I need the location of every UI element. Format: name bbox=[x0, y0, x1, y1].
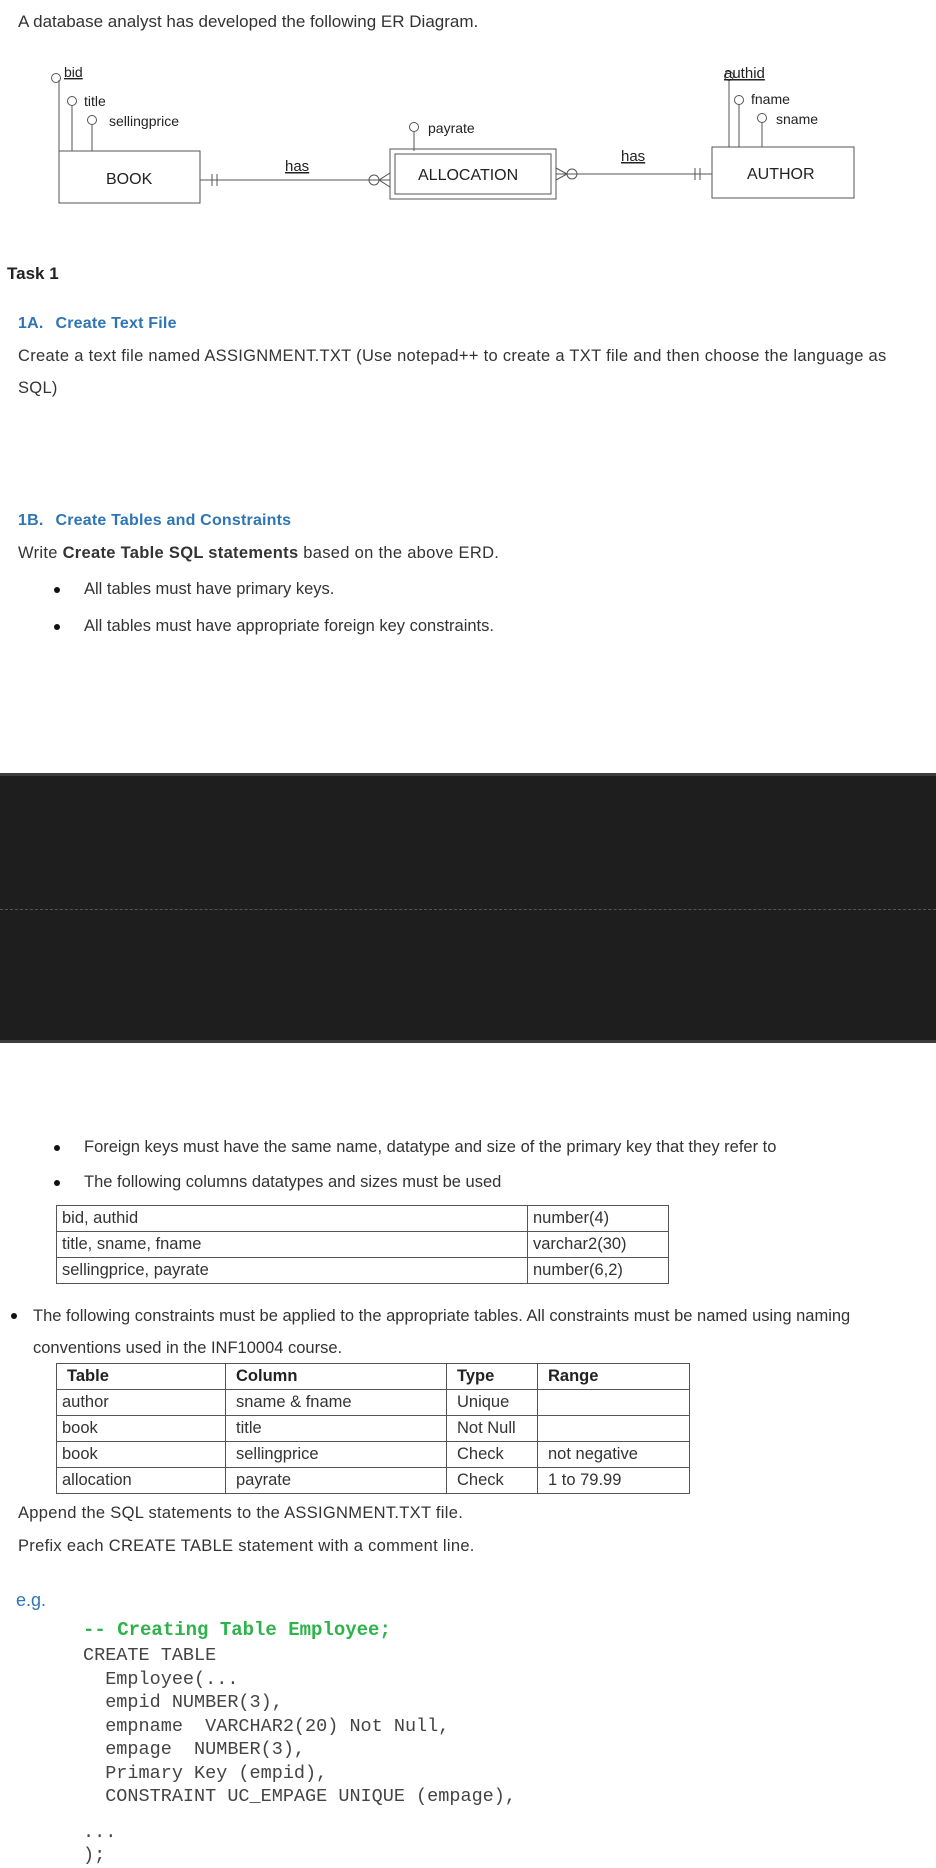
section-1b-title: Create Tables and Constraints bbox=[55, 512, 292, 529]
code-line: empname VARCHAR2(20) Not Null, bbox=[83, 1715, 450, 1737]
dark-overlay-block bbox=[0, 773, 936, 1043]
book-entity-label: BOOK bbox=[106, 171, 153, 188]
code-line: empid NUMBER(3), bbox=[83, 1692, 283, 1713]
code-line: Primary Key (empid), bbox=[83, 1762, 328, 1784]
append-text: Append the SQL statements to the ASSIGNMENT.TXT file. bbox=[18, 1504, 464, 1522]
bullet-dot-icon bbox=[54, 587, 60, 593]
code-line: CONSTRAINT UC_EMPAGE UNIQUE (empage), bbox=[83, 1786, 516, 1807]
constraints-intro: The following constraints must be applied to the appropriate tables. All constraints must be named using naming conventions used in the INF10004 course. bbox=[33, 1300, 913, 1364]
section-1a-title: Create Text File bbox=[55, 315, 177, 332]
prefix-text: Prefix each CREATE TABLE statement with a comment line. bbox=[18, 1537, 475, 1555]
bullet-item: The following columns datatypes and sizes must be used bbox=[84, 1173, 501, 1192]
table-row: author sname & fname Unique bbox=[57, 1390, 690, 1416]
sellingprice-attr-circle bbox=[88, 116, 97, 125]
table-row: book title Not Null bbox=[57, 1416, 690, 1442]
bid-attr-label: bid bbox=[64, 64, 83, 80]
table-row: title, sname, fname varchar2(30) bbox=[57, 1232, 669, 1258]
bullet-item: Foreign keys must have the same name, datatype and size of the primary key that they refer to bbox=[84, 1138, 776, 1157]
section-1a-text: Create a text file named ASSIGNMENT.TXT (Use notepad++ to create a TXT file and then choose the language as SQL) bbox=[18, 347, 887, 397]
code-line: empage NUMBER(3), bbox=[83, 1739, 306, 1760]
fname-attr-label: fname bbox=[751, 91, 790, 107]
dashed-divider bbox=[0, 909, 936, 910]
title-attr-circle bbox=[68, 97, 77, 106]
table-row: allocation payrate Check 1 to 79.99 bbox=[57, 1468, 690, 1494]
section-1a-heading bbox=[18, 315, 177, 333]
table-header-row: Table Column Type Range bbox=[57, 1364, 690, 1390]
payrate-attr-circle bbox=[410, 123, 419, 132]
er-diagram bbox=[0, 60, 936, 250]
section-1a-number: 1A. bbox=[18, 315, 44, 332]
code-line: CREATE TABLE bbox=[83, 1645, 217, 1666]
eg-label: e.g. bbox=[16, 1590, 47, 1610]
bullet-item: All tables must have primary keys. bbox=[84, 580, 334, 599]
table-row: book sellingprice Check not negative bbox=[57, 1442, 690, 1468]
bullet-dot-icon bbox=[54, 1145, 60, 1151]
section-1b-bold-text: Create Table SQL statements bbox=[62, 544, 299, 562]
authid-attr-label: authid bbox=[724, 65, 765, 82]
bullet-dot-icon bbox=[54, 1180, 60, 1186]
relationship-has-left: has bbox=[285, 158, 310, 175]
table-row: bid, authid number(4) bbox=[57, 1206, 669, 1232]
table-row: sellingprice, payrate number(6,2) bbox=[57, 1258, 669, 1284]
bullet-item: All tables must have appropriate foreign key constraints. bbox=[84, 617, 494, 636]
relationship-has-right: has bbox=[621, 148, 646, 165]
code-line: ... bbox=[83, 1821, 117, 1843]
datatype-table bbox=[56, 1205, 669, 1284]
task-title: Task 1 bbox=[7, 264, 59, 283]
code-line: Employee(... bbox=[83, 1668, 239, 1690]
intro-text: A database analyst has developed the following ER Diagram. bbox=[18, 12, 479, 31]
sellingprice-attr-label: sellingprice bbox=[109, 113, 180, 129]
section-1b-text: Write Create Table SQL statements based on the above ERD. bbox=[18, 544, 500, 562]
section-1b-number: 1B. bbox=[18, 512, 44, 529]
sname-attr-label: sname bbox=[776, 111, 819, 127]
constraints-table bbox=[56, 1363, 690, 1494]
code-comment: -- Creating Table Employee; bbox=[83, 1619, 391, 1641]
sname-attr-circle bbox=[758, 114, 767, 123]
code-line: ); bbox=[83, 1845, 106, 1866]
title-attr-label: title bbox=[84, 93, 106, 109]
bid-attr-circle bbox=[52, 74, 61, 83]
code-block bbox=[83, 1644, 516, 1868]
fname-attr-circle bbox=[735, 96, 744, 105]
section-1b-heading bbox=[18, 512, 291, 530]
allocation-entity-label: ALLOCATION bbox=[418, 167, 519, 184]
bullet-dot-icon bbox=[54, 624, 60, 630]
payrate-attr-label: payrate bbox=[428, 120, 475, 136]
bullet-dot-icon bbox=[11, 1313, 17, 1319]
code-line bbox=[83, 1809, 516, 1821]
author-entity-label: AUTHOR bbox=[747, 166, 815, 183]
